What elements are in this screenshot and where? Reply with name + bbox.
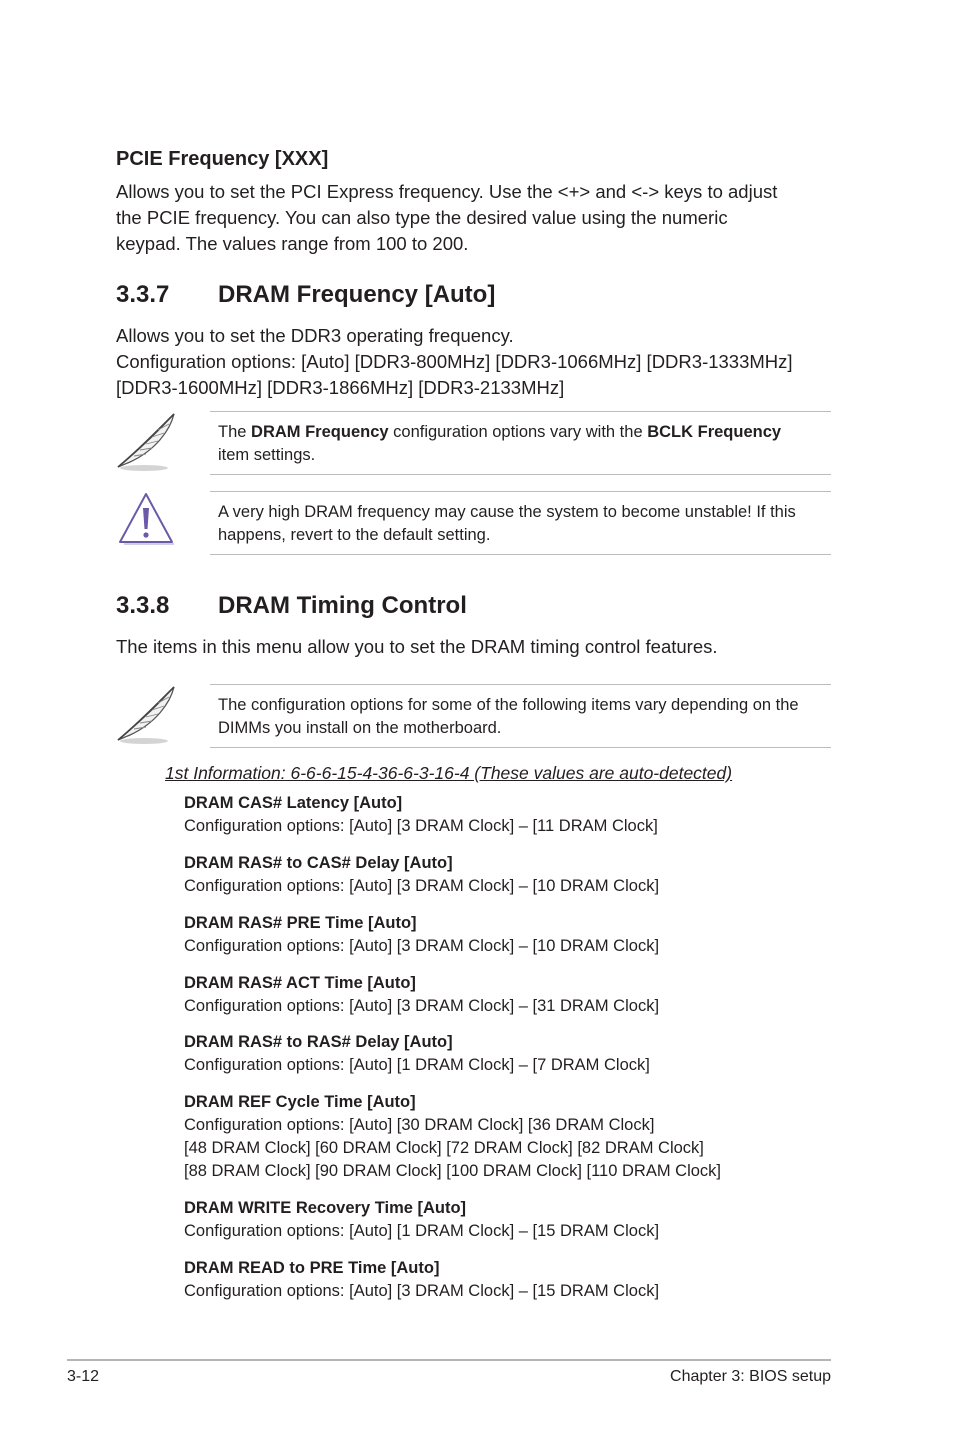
warning-dram-frequency: A very high DRAM frequency may cause the system to become unstable! If this happens, revert to the default setting. xyxy=(210,491,831,555)
setting-title: DRAM READ to PRE Time [Auto] xyxy=(184,1259,440,1277)
section-3-3-8-heading xyxy=(116,591,467,621)
setting-options: Configuration options: [Auto] [1 DRAM Clock] – [7 DRAM Clock] xyxy=(184,1056,650,1074)
setting-options: Configuration options: [Auto] [3 DRAM Clock] – [10 DRAM Clock] xyxy=(184,937,660,955)
setting-options: Configuration options: [Auto] [3 DRAM Clock] – [31 DRAM Clock] xyxy=(184,997,660,1015)
setting-options: Configuration options: [Auto] [3 DRAM Clock] – [11 DRAM Clock] xyxy=(184,817,658,835)
setting-options: Configuration options: [Auto] [30 DRAM Clock] [36 DRAM Clock] xyxy=(184,1116,655,1134)
setting-item xyxy=(184,1031,650,1077)
setting-title: DRAM RAS# to CAS# Delay [Auto] xyxy=(184,854,453,872)
setting-options: [88 DRAM Clock] [90 DRAM Clock] [100 DRAM Clock] [110 DRAM Clock] xyxy=(184,1162,721,1180)
note-dram-frequency: The DRAM Frequency configuration options vary with the BCLK Frequency item settings. xyxy=(210,411,831,475)
setting-title: DRAM CAS# Latency [Auto] xyxy=(184,794,403,812)
section-title: DRAM Timing Control xyxy=(218,592,467,619)
section-number: 3.3.7 xyxy=(116,281,170,308)
setting-item xyxy=(184,852,659,898)
feather-pen-icon xyxy=(112,683,182,752)
warning-triangle-icon xyxy=(116,490,176,553)
setting-title: DRAM RAS# to RAS# Delay [Auto] xyxy=(184,1033,453,1051)
setting-item xyxy=(184,912,659,958)
setting-title: DRAM WRITE Recovery Time [Auto] xyxy=(184,1199,467,1217)
section-title: DRAM Frequency [Auto] xyxy=(218,281,496,308)
dram-frequency-description: Allows you to set the DDR3 operating frequency. Configuration options: [Auto] [DDR3-800MHz] [DDR3-1066MHz] [DDR3-1333MHz] [DDR3-1600MHz] [DDR3-1866MHz] [DDR3-2133MHz] xyxy=(116,325,793,398)
auto-detected-info: 1st Information: 6-6-6-15-4-36-6-3-16-4 (These values are auto-detected) xyxy=(165,763,733,783)
page-number: 3-12 xyxy=(67,1368,100,1385)
setting-item xyxy=(184,972,659,1018)
pcie-frequency-description: Allows you to set the PCI Express frequency. Use the <+> and <-> keys to adjust the PCIE frequency. You can also type the desired value using the numeric keypad. The values range from 100 to 200. xyxy=(116,181,778,254)
feather-pen-icon xyxy=(112,410,182,479)
dram-timing-intro: The items in this menu allow you to set the DRAM timing control features. xyxy=(116,636,718,657)
setting-item xyxy=(184,1257,659,1303)
setting-options: Configuration options: [Auto] [1 DRAM Clock] – [15 DRAM Clock] xyxy=(184,1222,660,1240)
setting-title: DRAM RAS# PRE Time [Auto] xyxy=(184,914,417,932)
note-dram-timing: The configuration options for some of the following items vary depending on the DIMMs you install on the motherboard. xyxy=(210,684,831,748)
setting-title: DRAM REF Cycle Time [Auto] xyxy=(184,1093,416,1111)
setting-options: Configuration options: [Auto] [3 DRAM Clock] – [15 DRAM Clock] xyxy=(184,1282,660,1300)
pcie-frequency-heading: PCIE Frequency [XXX] xyxy=(116,148,329,170)
setting-options: Configuration options: [Auto] [3 DRAM Clock] – [10 DRAM Clock] xyxy=(184,877,660,895)
chapter-label: Chapter 3: BIOS setup xyxy=(670,1368,831,1385)
section-number: 3.3.8 xyxy=(116,592,170,619)
setting-item xyxy=(184,792,658,838)
footer-divider xyxy=(67,1359,831,1361)
section-3-3-7-heading xyxy=(116,280,495,310)
setting-title: DRAM RAS# ACT Time [Auto] xyxy=(184,974,416,992)
setting-item xyxy=(184,1091,721,1183)
setting-options: [48 DRAM Clock] [60 DRAM Clock] [72 DRAM Clock] [82 DRAM Clock] xyxy=(184,1139,704,1157)
setting-item xyxy=(184,1197,659,1243)
